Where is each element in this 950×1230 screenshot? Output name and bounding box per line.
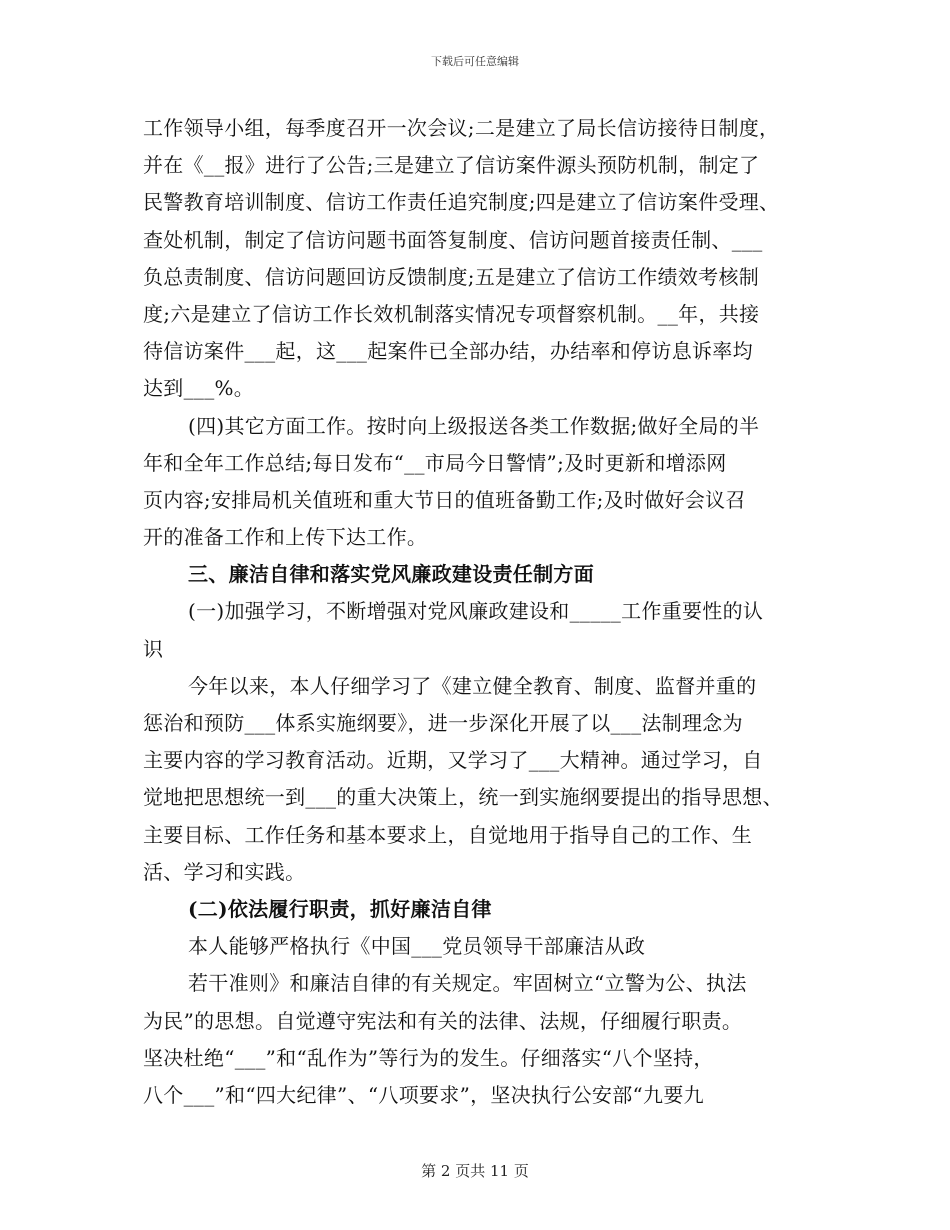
text-line: 年和全年工作总结;每日发布“__市局今日警情”;及时更新和增添网 (143, 450, 727, 475)
text-line: 页内容;安排局机关值班和重大节日的值班备勤工作;及时做好会议召 (143, 487, 746, 512)
paragraph-start-line: 本人能够严格执行《中国___党员领导干部廉洁从政 (188, 934, 646, 959)
text-line: 开的准备工作和上传下达工作。 (143, 525, 428, 550)
section-heading: 三、廉洁自律和落实党风廉政建设责任制方面 (188, 562, 594, 587)
text-line: 为民”的思想。自觉遵守宪法和有关的法律、法规，仔细履行职责。 (143, 1008, 743, 1033)
text-line: 坚决杜绝“___”和“乱作为”等行为的发生。仔细落实“八个坚持， (143, 1045, 714, 1070)
text-line: 惩治和预防___体系实施纲要》，进一步深化开展了以___法制理念为 (143, 711, 743, 735)
text-line: 主要目标、工作任务和基本要求上，自觉地用于指导自己的工作、生 (143, 822, 752, 847)
text-line: 八个___”和“四大纪律”、“八项要求”，坚决执行公安部“九要九 (143, 1082, 704, 1107)
text-line: 民警教育培训制度、信访工作责任追究制度;四是建立了信访案件受理、 (143, 190, 780, 215)
document-body (143, 110, 823, 1114)
text-line: 并在《__报》进行了公告;三是建立了信访案件源头预防机制，制定了 (143, 153, 760, 178)
text-line: 待信访案件___起，这___起案件已全部办结，办结率和停访息诉率均 (143, 339, 753, 364)
text-line: 觉地把思想统一到___的重大决策上，统一到实施纲要提出的指导思想、 (143, 785, 783, 810)
header-note: 下载后可任意编辑 (431, 55, 519, 68)
text-line: 识 (143, 636, 164, 661)
page-number: 第 2 页共 11 页 (421, 1162, 529, 1180)
text-line: 负总责制度、信访问题回访反馈制度;五是建立了信访工作绩效考核制 (143, 264, 760, 289)
text-line: 度;六是建立了信访工作长效机制落实情况专项督察机制。__年，共接 (143, 301, 760, 326)
subsection-heading: (一)加强学习，不断增强对党风廉政建设和_____工作重要性的认 (188, 599, 764, 624)
text-line: 工作领导小组，每季度召开一次会议;二是建立了局长信访接待日制度， (143, 116, 780, 140)
subsection-heading: (二)依法履行职责，抓好廉洁自律 (188, 896, 492, 921)
paragraph-start-line: (四)其它方面工作。按时向上级报送各类工作数据;做好全局的半 (188, 413, 760, 438)
text-line: 主要内容的学习教育活动。近期，又学习了___大精神。通过学习，自 (143, 748, 763, 773)
text-line: 若干准则》和廉洁自律的有关规定。牢固树立“立警为公、执法 (188, 971, 747, 996)
text-line: 达到___%。 (143, 376, 255, 401)
text-line: 活、学习和实践。 (143, 859, 306, 884)
text-line: 查处机制，制定了信访问题书面答复制度、信访问题首接责任制、___ (143, 227, 763, 252)
paragraph-start-line: 今年以来，本人仔细学习了《建立健全教育、制度、监督并重的 (188, 673, 757, 698)
